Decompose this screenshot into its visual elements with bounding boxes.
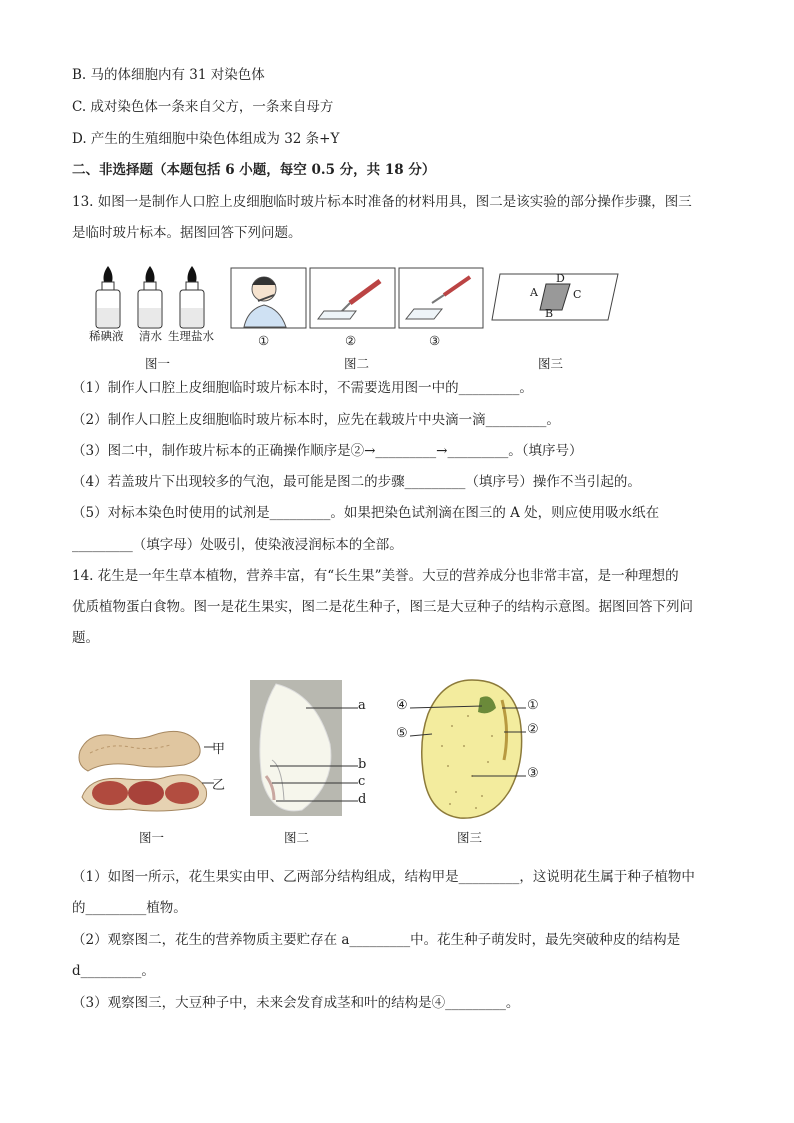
q14-stem-line1: 14. 花生是一年生草本植物，营养丰富，有“长生果”美誉。大豆的营养成分也非常丰富，是一种理想的 [72,568,679,584]
q13-sub1: （1）制作人口腔上皮细胞临时玻片标本时，不需要选用图一中的_________。 [72,380,533,396]
slide-label-c: C [573,288,582,301]
soy-label-1: ① [527,698,539,713]
bottle-label: 生理盐水 [168,329,214,343]
step-number: ① [258,333,270,348]
q13-stem-line2: 是临时玻片标本。据图回答下列问题。 [72,225,302,241]
bottle-icon [138,266,162,328]
q13-sub5-line1: （5）对标本染色时使用的试剂是_________。如果把染色试剂滴在图三的 A 处，则应使用吸水纸在 [72,505,660,521]
slide-label-b: B [545,307,554,320]
q13-figure1-bottles [86,262,226,334]
q13-sub3: （3）图二中，制作玻片标本的正确操作顺序是②→_________→_________。（填序号） [72,443,583,459]
option-b: B. 马的体细胞内有 31 对染色体 [72,67,265,83]
section-heading: 二、非选择题（本题包括 6 小题，每空 0.5 分，共 18 分） [72,162,436,178]
bottle-icon [180,266,204,328]
figure-caption: 图三 [457,830,483,845]
q14-stem-line3: 题。 [72,630,99,646]
option-d: D. 产生的生殖细胞中染色体组成为 32 条+Y [72,131,340,147]
peanut-seed-image [250,680,370,818]
option-c: C. 成对染色体一条来自父方，一条来自母方 [72,99,334,115]
seed-label-a: a [358,698,366,713]
q14-sub3: （3）观察图三，大豆种子中，未来会发育成茎和叶的结构是④_________。 [72,995,520,1011]
figure-caption: 图二 [284,830,310,845]
step-number: ③ [429,333,441,348]
seed-label-c: c [358,774,366,789]
q13-figure3-slide [490,272,620,324]
figure-caption: 图一 [145,356,171,371]
bottle-label: 稀碘液 [89,329,124,343]
soy-label-4: ④ [396,698,408,713]
slide-label-d: D [556,272,565,285]
q14-sub2-line1: （2）观察图二，花生的营养物质主要贮存在 a_________中。花生种子萌发时，最先突破种皮的结构是 [72,932,681,948]
soy-label-2: ② [527,722,539,737]
q13-sub2: （2）制作人口腔上皮细胞临时玻片标本时，应先在载玻片中央滴一滴_________。 [72,412,560,428]
label-yi: 乙 [212,778,226,793]
seed-label-b: b [358,757,367,772]
q14-sub1-line2: 的_________植物。 [72,900,187,916]
q14-sub1-line1: （1）如图一所示，花生果实由甲、乙两部分结构组成，结构甲是_________，这说明花生属于种子植物中 [72,869,695,885]
soy-label-5: ⑤ [396,726,408,741]
bottle-icon [96,266,120,328]
q13-sub5-line2: _________（填字母）处吸引，使染液浸润标本的全部。 [72,537,403,553]
q13-sub4: （4）若盖玻片下出现较多的气泡，最可能是图二的步骤_________（填序号）操作不当引起的。 [72,474,641,490]
figure-caption: 图三 [538,356,564,371]
seed-label-d: d [358,792,367,807]
bottle-label: 清水 [139,329,162,343]
slide-label-a: A [530,286,538,299]
q13-figure2-steps [230,267,486,331]
label-jia: 甲 [212,742,226,757]
figure-caption: 图一 [139,830,165,845]
q14-sub2-line2: d_________。 [72,963,155,979]
q14-stem-line2: 优质植物蛋白食物。图一是花生果实，图二是花生种子，图三是大豆种子的结构示意图。据图回答下列问 [72,599,693,615]
q13-stem-line1: 13. 如图一是制作人口腔上皮细胞临时玻片标本时准备的材料用具，图二是该实验的部分操作步骤，图三 [72,194,692,210]
figure-caption: 图二 [344,356,370,371]
step-number: ② [345,333,357,348]
soy-label-3: ③ [527,766,539,781]
